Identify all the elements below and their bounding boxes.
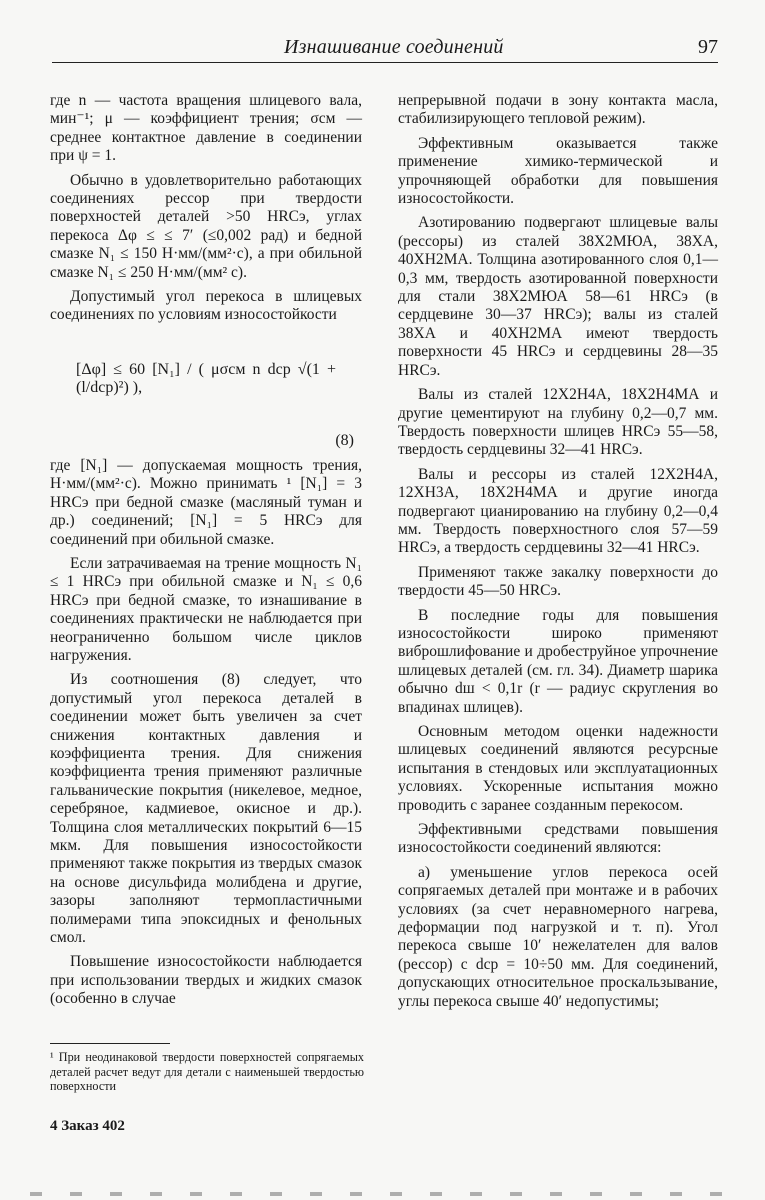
paragraph: где [N₁] — допускаемая мощность трения, Н·мм/(мм²·с). Можно принимать ¹ [N₁] = 3 HRCэ при бедной смазке (масляный туман и др.) соединений; [N₁] = 5 HRCэ для соединений при обильной смазке. xyxy=(50,456,362,548)
formula-number: (8) xyxy=(335,432,354,450)
footnote: ¹ При неодинаковой твердости поверхностей сопрягаемых деталей расчет ведут для детали с наименьшей твердостью поверхности xyxy=(50,1050,364,1093)
left-column xyxy=(50,92,362,1015)
paragraph: где n — частота вращения шлицевого вала, мин⁻¹; μ — коэффициент трения; σсм — среднее контактное давление в соединении при ψ = 1. xyxy=(50,92,362,165)
paragraph: а) уменьшение углов перекоса осей сопрягаемых деталей при монтаже и в рабочих условиях (за счет неравномерного нагрева, деформации под нагрузкой и т. п). Угол перекоса свыше 10′ нежелателен для валов (рессор) с dср = 10÷50 мм. Для соединений, допускающих относительное проскальзывание, углы перекоса свыше 40′ недопустимы; xyxy=(398,863,718,1010)
paragraph: Повышение износостойкости наблюдается при использовании твердых и жидких смазок (особенно в случае xyxy=(50,953,362,1008)
paragraph: Азотированию подвергают шлицевые валы (рессоры) из сталей 38Х2МЮА, 38ХА, 40ХН2МА. Толщина азотированного слоя 0,1—0,3 мм, твердость азотированной поверхности для стали 38Х2МЮА 58—61 HRCэ (в сердцевине 30—37 HRCэ); валы из сталей 38ХА и 40ХН2МА имеют твердость поверхности 45 HRCэ и сердцевины 28—35 HRCэ. xyxy=(398,214,718,379)
right-column xyxy=(398,92,718,1017)
header-rule xyxy=(52,62,718,63)
page-number: 97 xyxy=(698,36,718,58)
page-header xyxy=(52,32,718,62)
paragraph: Обычно в удовлетворительно работающих соединениях рессор при твердости поверхностей деталей >50 HRCэ, углах перекоса Δφ ≤ ≤ 7′ (≤0,002 рад) и бедной смазке N₁ ≤ 150 Н·мм/(мм²·с), а при обильной смазке N₁ ≤ 250 Н·мм/(мм² с). xyxy=(50,171,362,281)
footnote-rule xyxy=(50,1043,170,1044)
paragraph: Допустимый угол перекоса в шлицевых соединениях по условиям износостойкости xyxy=(50,288,362,324)
paragraph: Из соотношения (8) следует, что допустимый угол перекоса деталей в соединении может быть увеличен за счет снижения контактных давления и коэффициента трения. Для снижения коэффициента трения применяют различные гальванические покрытия (никелевое, медное, серебряное, кадмиевое, окисное и др.). Толщина слоя металлических покрытий 6—15 мкм. Для повышения износостойкости применяют также покрытия из твердых смазок на основе дисульфида молибдена и другие, зазоры заполняют термопластичными полимерами типа эпоксидных и фенольных смол. xyxy=(50,671,362,947)
formula: [Δφ] ≤ 60 [N₁] / ( μσсм n dср √(1 + (l/dср)²) ), xyxy=(76,360,336,397)
paragraph: В последние годы для повышения износостойкости широко применяют виброшлифование и дробеструйное упрочнение шлицевых деталей (см. гл. 34). Диаметр шарика обычно dш < 0,1r (r — радиус скругления во впадинах шлицев). xyxy=(398,606,718,716)
paragraph: Валы и рессоры из сталей 12Х2Н4А, 12ХН3А, 18Х2Н4МА и другие иногда подвергают цианированию на глубину 0,2—0,4 мм. Твердость поверхностного слоя 57—59 HRCэ, а твердость сердцевины 32—41 HRCэ. xyxy=(398,465,718,557)
scan-edge-trace xyxy=(30,1192,735,1196)
paragraph: непрерывной подачи в зону контакта масла, стабилизирующего тепловой режим). xyxy=(398,92,718,128)
running-title: Изнашивание соединений xyxy=(284,36,504,58)
paragraph: Если затрачиваемая на трение мощность N₁ ≤ 1 HRCэ при обильной смазке и N₁ ≤ 0,6 HRCэ при бедной смазке, то изнашивание в соединениях практически не наблюдается при неограниченно большом числе циклов нагружения. xyxy=(50,554,362,664)
paragraph: Валы из сталей 12Х2Н4А, 18Х2Н4МА и другие цементируют на глубину 0,2—0,7 мм. Твердость поверхности шлицев HRCэ 55—58, твердость сердцевины 32—41 HRCэ. xyxy=(398,386,718,459)
formula-block xyxy=(50,331,362,451)
paragraph: Эффективными средствами повышения износостойкости соединений являются: xyxy=(398,821,718,857)
paragraph: Применяют также закалку поверхности до твердости 45—50 HRCэ. xyxy=(398,563,718,600)
paragraph: Основным методом оценки надежности шлицевых соединений являются ресурсные испытания в стендовых или эксплуатационных условиях. Ускоренные испытания можно проводить с заранее созданным перекосом. xyxy=(398,723,718,814)
printer-signature: 4 Заказ 402 xyxy=(50,1118,125,1134)
paragraph: Эффективным оказывается также применение химико-термической и упрочняющей обработки для повышения износостойкости. xyxy=(398,134,718,208)
